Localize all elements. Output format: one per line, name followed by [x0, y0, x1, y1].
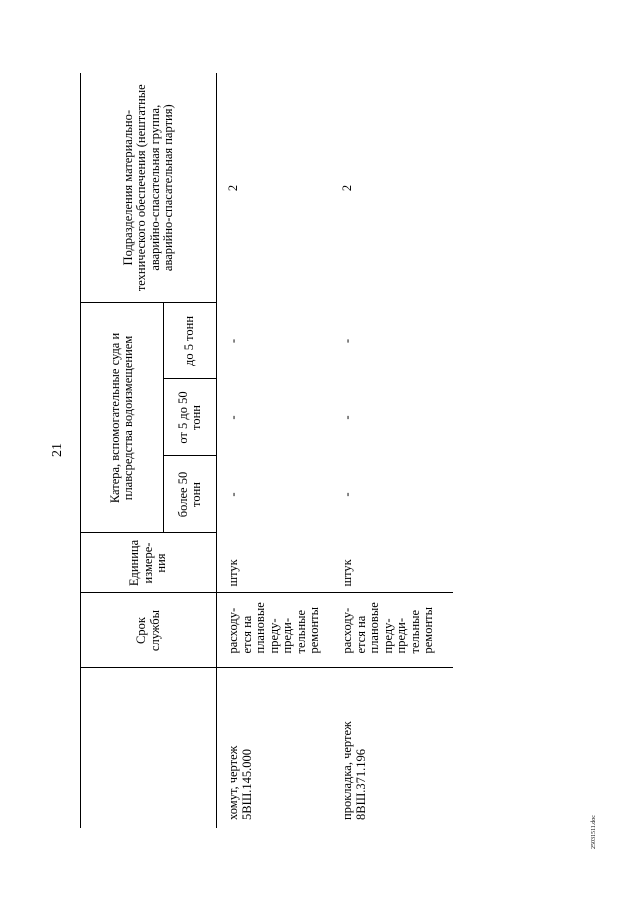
header-service-life: Срок службы	[81, 593, 217, 668]
row-up-to-5: -	[226, 338, 240, 344]
header-name-empty	[81, 668, 217, 828]
table-row	[217, 73, 332, 828]
table-header	[81, 73, 217, 828]
row-item-name: прокладка, чертеж 8ВШ.371.196	[340, 721, 368, 820]
row-item-name: хомут, чертеж 5ВШ.145.000	[226, 745, 254, 820]
rotated-table-container	[80, 73, 435, 828]
row-up-to-5: -	[340, 338, 354, 344]
header-up-to-5: до 5 тонн	[164, 303, 217, 379]
row-over-50: -	[340, 492, 354, 497]
row-unit: штук	[331, 533, 453, 593]
header-over-50: более 50 тонн	[164, 456, 217, 533]
header-units-support: Подразделения материально-технического обеспечения (нештатные аварийно-спасательная группа, аварийно-спасательная партия)	[81, 73, 217, 303]
header-vessels-group: Катера, вспомогательные суда и плавсредства водоизмещением	[81, 303, 164, 533]
norms-table	[80, 73, 453, 828]
row-service-life: расходу-ется на плановые преду-преди-тельные ремонты	[331, 593, 453, 668]
row-unit: штук	[217, 533, 332, 593]
row-5-to-50: -	[226, 415, 240, 420]
row-5-to-50: -	[340, 415, 354, 420]
table-row	[331, 73, 453, 828]
row-units-support: 2	[340, 184, 354, 192]
row-units-support: 2	[226, 184, 240, 192]
row-over-50: -	[226, 492, 240, 497]
row-service-life: расходу-ется на плановые преду-преди-тельные ремонты	[217, 593, 332, 668]
header-unit: Единица измере-ния	[81, 533, 217, 593]
header-5-to-50: от 5 до 50 тонн	[164, 379, 217, 456]
